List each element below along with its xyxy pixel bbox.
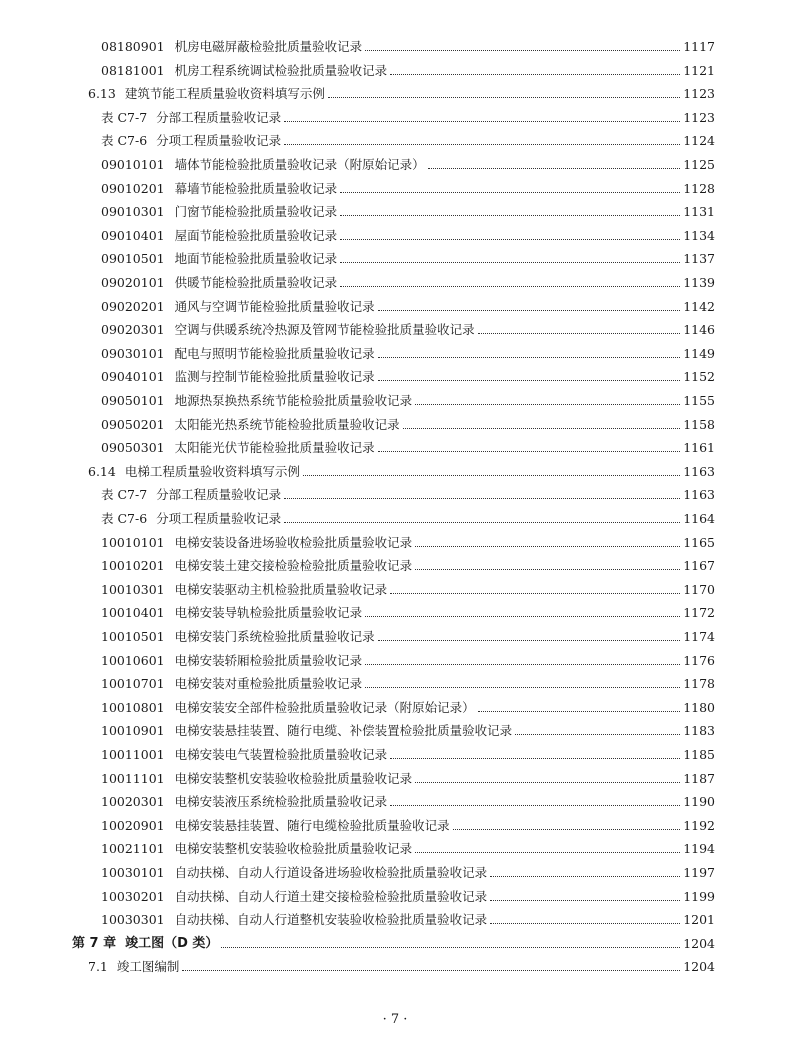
toc-entry-code: 10011001 (101, 747, 165, 762)
toc-entry-title: 电梯安装整机安装验收检验批质量验收记录 (174, 841, 413, 857)
toc-entry-title: 竣工图编制 (116, 959, 180, 975)
toc-entry-title: 屋面节能检验批质量验收记录 (174, 227, 338, 243)
toc-entry[interactable] (0, 226, 790, 246)
toc-entry-page: 1204 (683, 935, 715, 951)
toc-entry-page: 1190 (683, 794, 715, 810)
toc-entry-code: 10010501 (101, 629, 165, 644)
toc-entry-page: 1128 (683, 180, 715, 196)
toc-entry-code: 10010801 (101, 699, 165, 715)
toc-entry-code: 09040101 (101, 369, 165, 385)
toc-entry[interactable] (0, 462, 790, 482)
page-number: · 7 · (382, 1012, 408, 1027)
toc-dot-leader (378, 450, 681, 452)
toc-entry-title: 电梯安装液压系统检验批质量验收记录 (174, 794, 388, 810)
toc-entry-code: 表 C7-7 (101, 109, 148, 125)
toc-entry-code: 09020101 (101, 275, 165, 290)
toc-entry-page: 1123 (683, 109, 715, 125)
toc-entry-code: 10020901 (101, 817, 165, 833)
toc-dot-leader (453, 828, 681, 830)
toc-entry-code: 08180901 (101, 39, 165, 54)
toc-entry-page: 1172 (683, 605, 715, 621)
toc-entry[interactable] (0, 179, 790, 199)
toc-entry-page: 1164 (683, 511, 715, 526)
toc-entry-code: 表 C7-6 (101, 511, 148, 526)
toc-entry[interactable] (0, 249, 790, 269)
toc-entry-title: 竣工图（D 类） (125, 935, 219, 951)
toc-entry[interactable] (0, 745, 790, 765)
toc-entry[interactable] (0, 202, 790, 222)
toc-dot-leader (478, 332, 681, 334)
toc-entry-title: 监测与控制节能检验批质量验收记录 (174, 369, 375, 385)
toc-entry[interactable] (0, 887, 790, 907)
toc-entry-code: 7.1 (88, 959, 108, 975)
toc-entry[interactable] (0, 533, 790, 553)
toc-entry[interactable] (0, 297, 790, 317)
toc-entry-title: 自动扶梯、自动人行道整机安装验收检验批质量验收记录 (174, 912, 488, 928)
toc-entry-page: 1155 (683, 393, 715, 408)
toc-entry[interactable] (0, 84, 790, 104)
toc-entry-page: 1192 (683, 817, 715, 833)
toc-dot-leader (284, 497, 680, 499)
toc-entry-code: 10021101 (101, 841, 165, 857)
toc-entry-title: 通风与空调节能检验批质量验收记录 (174, 298, 375, 314)
toc-entry-title: 墙体节能检验批质量验收记录（附原始记录） (174, 157, 425, 172)
toc-entry-page: 1163 (683, 463, 715, 479)
toc-entry-code: 09050101 (101, 393, 165, 408)
toc-entry-title: 建筑节能工程质量验收资料填写示例 (124, 86, 325, 102)
toc-entry[interactable] (0, 698, 790, 718)
toc-entry-page: 1197 (683, 865, 715, 880)
toc-entry-title: 机房工程系统调试检验批质量验收记录 (174, 62, 388, 78)
toc-entry-title: 电梯安装驱动主机检验批质量验收记录 (174, 581, 388, 597)
toc-dot-leader (182, 969, 680, 971)
toc-entry[interactable] (0, 155, 790, 175)
toc-entry-code: 09010301 (101, 204, 165, 220)
toc-entry-page: 1161 (683, 440, 715, 456)
toc-entry-page: 1131 (683, 204, 715, 220)
toc-entry[interactable] (0, 580, 790, 600)
toc-entry-code: 09050201 (101, 416, 165, 432)
toc-dot-leader (221, 946, 680, 948)
toc-entry[interactable] (0, 485, 790, 505)
toc-entry-code: 10010301 (101, 581, 165, 597)
toc-entry-page: 1194 (683, 841, 715, 857)
toc-entry-code: 09020201 (101, 298, 165, 314)
toc-entry[interactable] (0, 320, 790, 340)
toc-entry-code: 09010201 (101, 180, 165, 196)
toc-entry[interactable] (0, 108, 790, 128)
toc-entry[interactable] (0, 839, 790, 859)
toc-entry-code: 09030101 (101, 345, 165, 361)
toc-entry-title: 电梯安装安全部件检验批质量验收记录（附原始记录） (174, 699, 475, 715)
toc-dot-leader (478, 710, 681, 712)
toc-entry-title: 自动扶梯、自动人行道设备进场验收检验批质量验收记录 (174, 865, 488, 880)
toc-entry-page: 1185 (683, 747, 715, 762)
toc-dot-leader (378, 639, 681, 641)
toc-entry-page: 1163 (683, 487, 715, 503)
toc-entry-page: 1176 (683, 652, 715, 668)
toc-dot-leader (415, 545, 680, 547)
toc-dot-leader (390, 592, 680, 594)
toc-dot-leader (365, 686, 680, 688)
toc-entry-code: 10010701 (101, 676, 165, 692)
toc-entry-page: 1124 (683, 133, 715, 149)
toc-entry-title: 电梯安装整机安装验收检验批质量验收记录 (174, 770, 413, 786)
toc-entry-code: 表 C7-7 (101, 487, 148, 503)
toc-entry-page: 1139 (683, 275, 715, 290)
toc-dot-leader (415, 403, 680, 405)
toc-entry[interactable] (0, 391, 790, 411)
toc-entry-page: 1204 (683, 959, 715, 975)
toc-dot-leader (340, 261, 680, 263)
toc-dot-leader (284, 120, 680, 122)
toc-dot-leader (378, 379, 681, 381)
toc-entry-title: 电梯安装导轨检验批质量验收记录 (174, 605, 363, 621)
toc-entry-title: 太阳能光伏节能检验批质量验收记录 (174, 440, 375, 456)
toc-entry-page: 1165 (683, 534, 715, 550)
toc-dot-leader (415, 851, 680, 853)
toc-entry-code: 09050301 (101, 440, 165, 456)
toc-entry-title: 幕墙节能检验批质量验收记录 (174, 180, 338, 196)
toc-entry-page: 1180 (683, 699, 715, 715)
toc-entry[interactable] (0, 863, 790, 883)
toc-entry-title: 地面节能检验批质量验收记录 (174, 251, 338, 267)
toc-entry-title: 电梯安装对重检验批质量验收记录 (174, 676, 363, 692)
toc-dot-leader (378, 309, 681, 311)
toc-dot-leader (340, 191, 680, 193)
toc-entry-title: 分部工程质量验收记录 (156, 487, 282, 503)
toc-dot-leader (390, 757, 680, 759)
toc-entry-page: 1137 (683, 251, 715, 267)
toc-entry[interactable] (0, 721, 790, 741)
toc-dot-leader (490, 875, 680, 877)
toc-entry-code: 10010401 (101, 605, 165, 621)
toc-entry-page: 1178 (683, 676, 715, 692)
toc-entry-code: 09020301 (101, 322, 165, 338)
toc-entry-page: 1146 (683, 322, 715, 338)
toc-entry-code: 09010501 (101, 251, 165, 267)
toc-entry-title: 配电与照明节能检验批质量验收记录 (174, 345, 375, 361)
toc-dot-leader (365, 49, 680, 51)
toc-dot-leader (390, 804, 680, 806)
toc-entry[interactable] (0, 910, 790, 930)
toc-entry[interactable] (0, 603, 790, 623)
toc-entry-page: 1158 (683, 416, 715, 432)
toc-entry-title: 分部工程质量验收记录 (156, 109, 282, 125)
toc-entry[interactable] (0, 792, 790, 812)
toc-entry-title: 电梯安装悬挂装置、随行电缆、补偿装置检验批质量验收记录 (174, 723, 513, 739)
toc-entry-code: 10010201 (101, 558, 165, 574)
toc-entry[interactable] (0, 816, 790, 836)
toc-entry[interactable] (0, 37, 790, 57)
toc-dot-leader (340, 285, 680, 287)
toc-entry[interactable] (0, 651, 790, 671)
toc-entry-title: 分项工程质量验收记录 (156, 511, 282, 526)
toc-entry-title: 分项工程质量验收记录 (156, 133, 282, 149)
toc-dot-leader (365, 663, 680, 665)
toc-entry[interactable] (0, 344, 790, 364)
toc-entry-code: 第 7 章 (72, 935, 117, 951)
toc-dot-leader (340, 214, 680, 216)
toc-entry[interactable] (0, 674, 790, 694)
toc-dot-leader (490, 899, 680, 901)
toc-entry-code: 09010101 (101, 157, 165, 172)
toc-entry[interactable] (0, 131, 790, 151)
toc-entry[interactable] (0, 273, 790, 293)
toc-entry-page: 1121 (683, 62, 715, 78)
toc-dot-leader (378, 356, 681, 358)
toc-dot-leader (415, 568, 680, 570)
toc-entry-title: 电梯工程质量验收资料填写示例 (124, 463, 300, 479)
toc-entry-code: 08181001 (101, 62, 165, 78)
toc-dot-leader (490, 922, 680, 924)
toc-entry-code: 10030201 (101, 888, 165, 904)
toc-entry-page: 1134 (683, 227, 715, 243)
toc-entry[interactable] (0, 509, 790, 529)
toc-entry-title: 电梯安装土建交接检验检验批质量验收记录 (174, 558, 413, 574)
toc-dot-leader (415, 781, 680, 783)
toc-entry-title: 太阳能光热系统节能检验批质量验收记录 (174, 416, 400, 432)
toc-entry-code: 10010901 (101, 723, 165, 739)
toc-entry-title: 机房电磁屏蔽检验批质量验收记录 (174, 39, 363, 54)
toc-entry-code: 09010401 (101, 227, 165, 243)
toc-entry[interactable] (0, 556, 790, 576)
toc-dot-leader (365, 615, 680, 617)
toc-entry-page: 1183 (683, 723, 715, 739)
toc-dot-leader (340, 238, 680, 240)
toc-entry-page: 1152 (683, 369, 715, 385)
toc-entry-page: 1199 (683, 888, 715, 904)
toc-entry-page: 1201 (683, 912, 715, 928)
toc-entry-page: 1187 (683, 770, 715, 786)
toc-entry-title: 自动扶梯、自动人行道土建交接检验检验批质量验收记录 (174, 888, 488, 904)
toc-entry[interactable] (0, 438, 790, 458)
toc-entry-title: 空调与供暖系统冷热源及管网节能检验批质量验收记录 (174, 322, 475, 338)
toc-entry-page: 1142 (683, 298, 715, 314)
toc-entry-page: 1170 (683, 581, 715, 597)
toc-entry-code: 6.14 (88, 463, 116, 479)
toc-entry-code: 6.13 (88, 86, 116, 102)
toc-entry-title: 电梯安装悬挂装置、随行电缆检验批质量验收记录 (174, 817, 450, 833)
toc-entry[interactable] (0, 415, 790, 435)
toc-dot-leader (403, 427, 681, 429)
toc-entry-page: 1149 (683, 345, 715, 361)
toc-entry-code: 10011101 (101, 770, 165, 786)
toc-entry[interactable] (0, 934, 790, 954)
toc-entry-title: 电梯安装轿厢检验批质量验收记录 (174, 652, 363, 668)
toc-entry[interactable] (0, 769, 790, 789)
toc-entry-code: 10030101 (101, 865, 165, 880)
toc-dot-leader (515, 733, 680, 735)
toc-entry-code: 10010601 (101, 652, 165, 668)
toc-entry-code: 表 C7-6 (101, 133, 148, 149)
toc-entry-page: 1125 (683, 157, 715, 172)
toc-entry-page: 1174 (683, 629, 715, 644)
toc-entry-page: 1167 (683, 558, 715, 574)
toc-entry[interactable] (0, 367, 790, 387)
toc-entry-page: 1123 (683, 86, 715, 102)
toc-entry-code: 10030301 (101, 912, 165, 928)
toc-entry-code: 10010101 (101, 534, 165, 550)
toc-dot-leader (303, 474, 680, 476)
toc-entry[interactable] (0, 627, 790, 647)
toc-entry[interactable] (0, 957, 790, 977)
toc-entry-title: 电梯安装门系统检验批质量验收记录 (174, 629, 375, 644)
toc-dot-leader (328, 96, 680, 98)
toc-entry[interactable] (0, 61, 790, 81)
toc-entry-title: 电梯安装设备进场验收检验批质量验收记录 (174, 534, 413, 550)
toc-entry-page: 1117 (683, 39, 715, 54)
toc-entry-title: 供暖节能检验批质量验收记录 (174, 275, 338, 290)
toc-dot-leader (284, 521, 680, 523)
toc-entry-code: 10020301 (101, 794, 165, 810)
toc-entry-title: 电梯安装电气装置检验批质量验收记录 (174, 747, 388, 762)
toc-entry-title: 地源热泵换热系统节能检验批质量验收记录 (174, 393, 413, 408)
toc-dot-leader (284, 143, 680, 145)
toc-entry-title: 门窗节能检验批质量验收记录 (174, 204, 338, 220)
toc-dot-leader (390, 73, 680, 75)
toc-dot-leader (428, 167, 681, 169)
